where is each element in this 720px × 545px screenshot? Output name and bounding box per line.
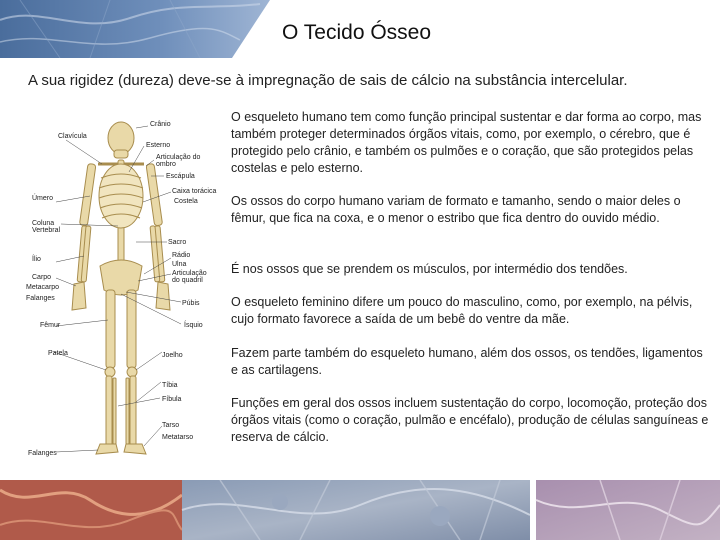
label-pubis: Púbis bbox=[182, 300, 200, 307]
paragraph-componentes: Fazem parte também do esqueleto humano, além dos ossos, os tendões, ligamentos e as cartilagens. bbox=[231, 346, 703, 377]
label-umero: Úmero bbox=[32, 195, 54, 202]
label-metatarso: Metatarso bbox=[162, 434, 194, 441]
label-femur: Fêmur bbox=[40, 322, 61, 329]
label-tibia: Tíbia bbox=[162, 382, 178, 389]
label-metacarpo: Metacarpo bbox=[26, 284, 60, 291]
label-costela: Costela bbox=[174, 198, 198, 205]
label-ilio: Ílio bbox=[32, 256, 41, 263]
label-cranio: Crânio bbox=[150, 121, 171, 128]
paragraph-musculos: É nos ossos que se prendem os músculos, por intermédio dos tendões. bbox=[231, 262, 628, 276]
label-caixa-toracica: Caixa torácica bbox=[172, 188, 217, 195]
header-tissue-image bbox=[0, 0, 270, 58]
label-carpo: Carpo bbox=[32, 274, 52, 281]
label-isquio: Ísquio bbox=[184, 322, 203, 329]
footer-tissue-images bbox=[0, 480, 720, 540]
label-falanges-mao: Falanges bbox=[26, 295, 55, 302]
label-articulacao-quadril: Articulação do quadril bbox=[172, 270, 207, 284]
label-tarso: Tarso bbox=[162, 422, 180, 429]
page-title: O Tecido Ósseo bbox=[282, 21, 432, 44]
label-patela: Patela bbox=[48, 350, 68, 357]
label-escapula: Escápula bbox=[166, 173, 195, 180]
label-clavicula: Clavícula bbox=[58, 133, 87, 140]
label-articulacao-ombro: Articulação do ombro bbox=[156, 154, 201, 168]
paragraph-formato-tamanho: Os ossos do corpo humano variam de formato e tamanho, sendo o maior deles o fêmur, que fica na coxa, e o menor o estribo que fica dentro do ouvido médio. bbox=[231, 194, 681, 225]
paragraph-funcoes-gerais: Funções em geral dos ossos incluem sustentação do corpo, locomoção, proteção dos órgãos vitais (como o coração, pulmão e encéfalo), produção de células sanguíneas e reserva de cálcio. bbox=[231, 396, 709, 444]
paragraph-funcao: O esqueleto humano tem como função principal sustentar e dar forma ao corpo, mas também proteger determinados órgãos vitais, como, por exemplo, o cérebro, que é protegido pelo crânio, e também os pulmões e o coração, que são protegidos pelas costelas e pelo esterno. bbox=[231, 110, 702, 175]
paragraph-feminino: O esqueleto feminino difere um pouco do masculino, como, por exemplo, na pélvis, cujo formato favorece a saída de um bebê do ventre da mãe. bbox=[231, 295, 693, 326]
label-falanges-pe: Falanges bbox=[28, 450, 57, 457]
label-esterno: Esterno bbox=[146, 142, 171, 149]
label-ulna: Ulna bbox=[172, 261, 187, 268]
label-sacro: Sacro bbox=[168, 239, 187, 246]
label-fibula: Fíbula bbox=[162, 396, 182, 403]
label-coluna-vertebral: Coluna Vertebral bbox=[32, 220, 61, 234]
label-joelho: Joelho bbox=[162, 352, 183, 359]
intro-text: A sua rigidez (dureza) deve-se à impregnação de sais de cálcio na substância intercelular. bbox=[28, 72, 628, 89]
label-radio: Rádio bbox=[172, 252, 191, 259]
skeleton-figure bbox=[26, 106, 222, 462]
